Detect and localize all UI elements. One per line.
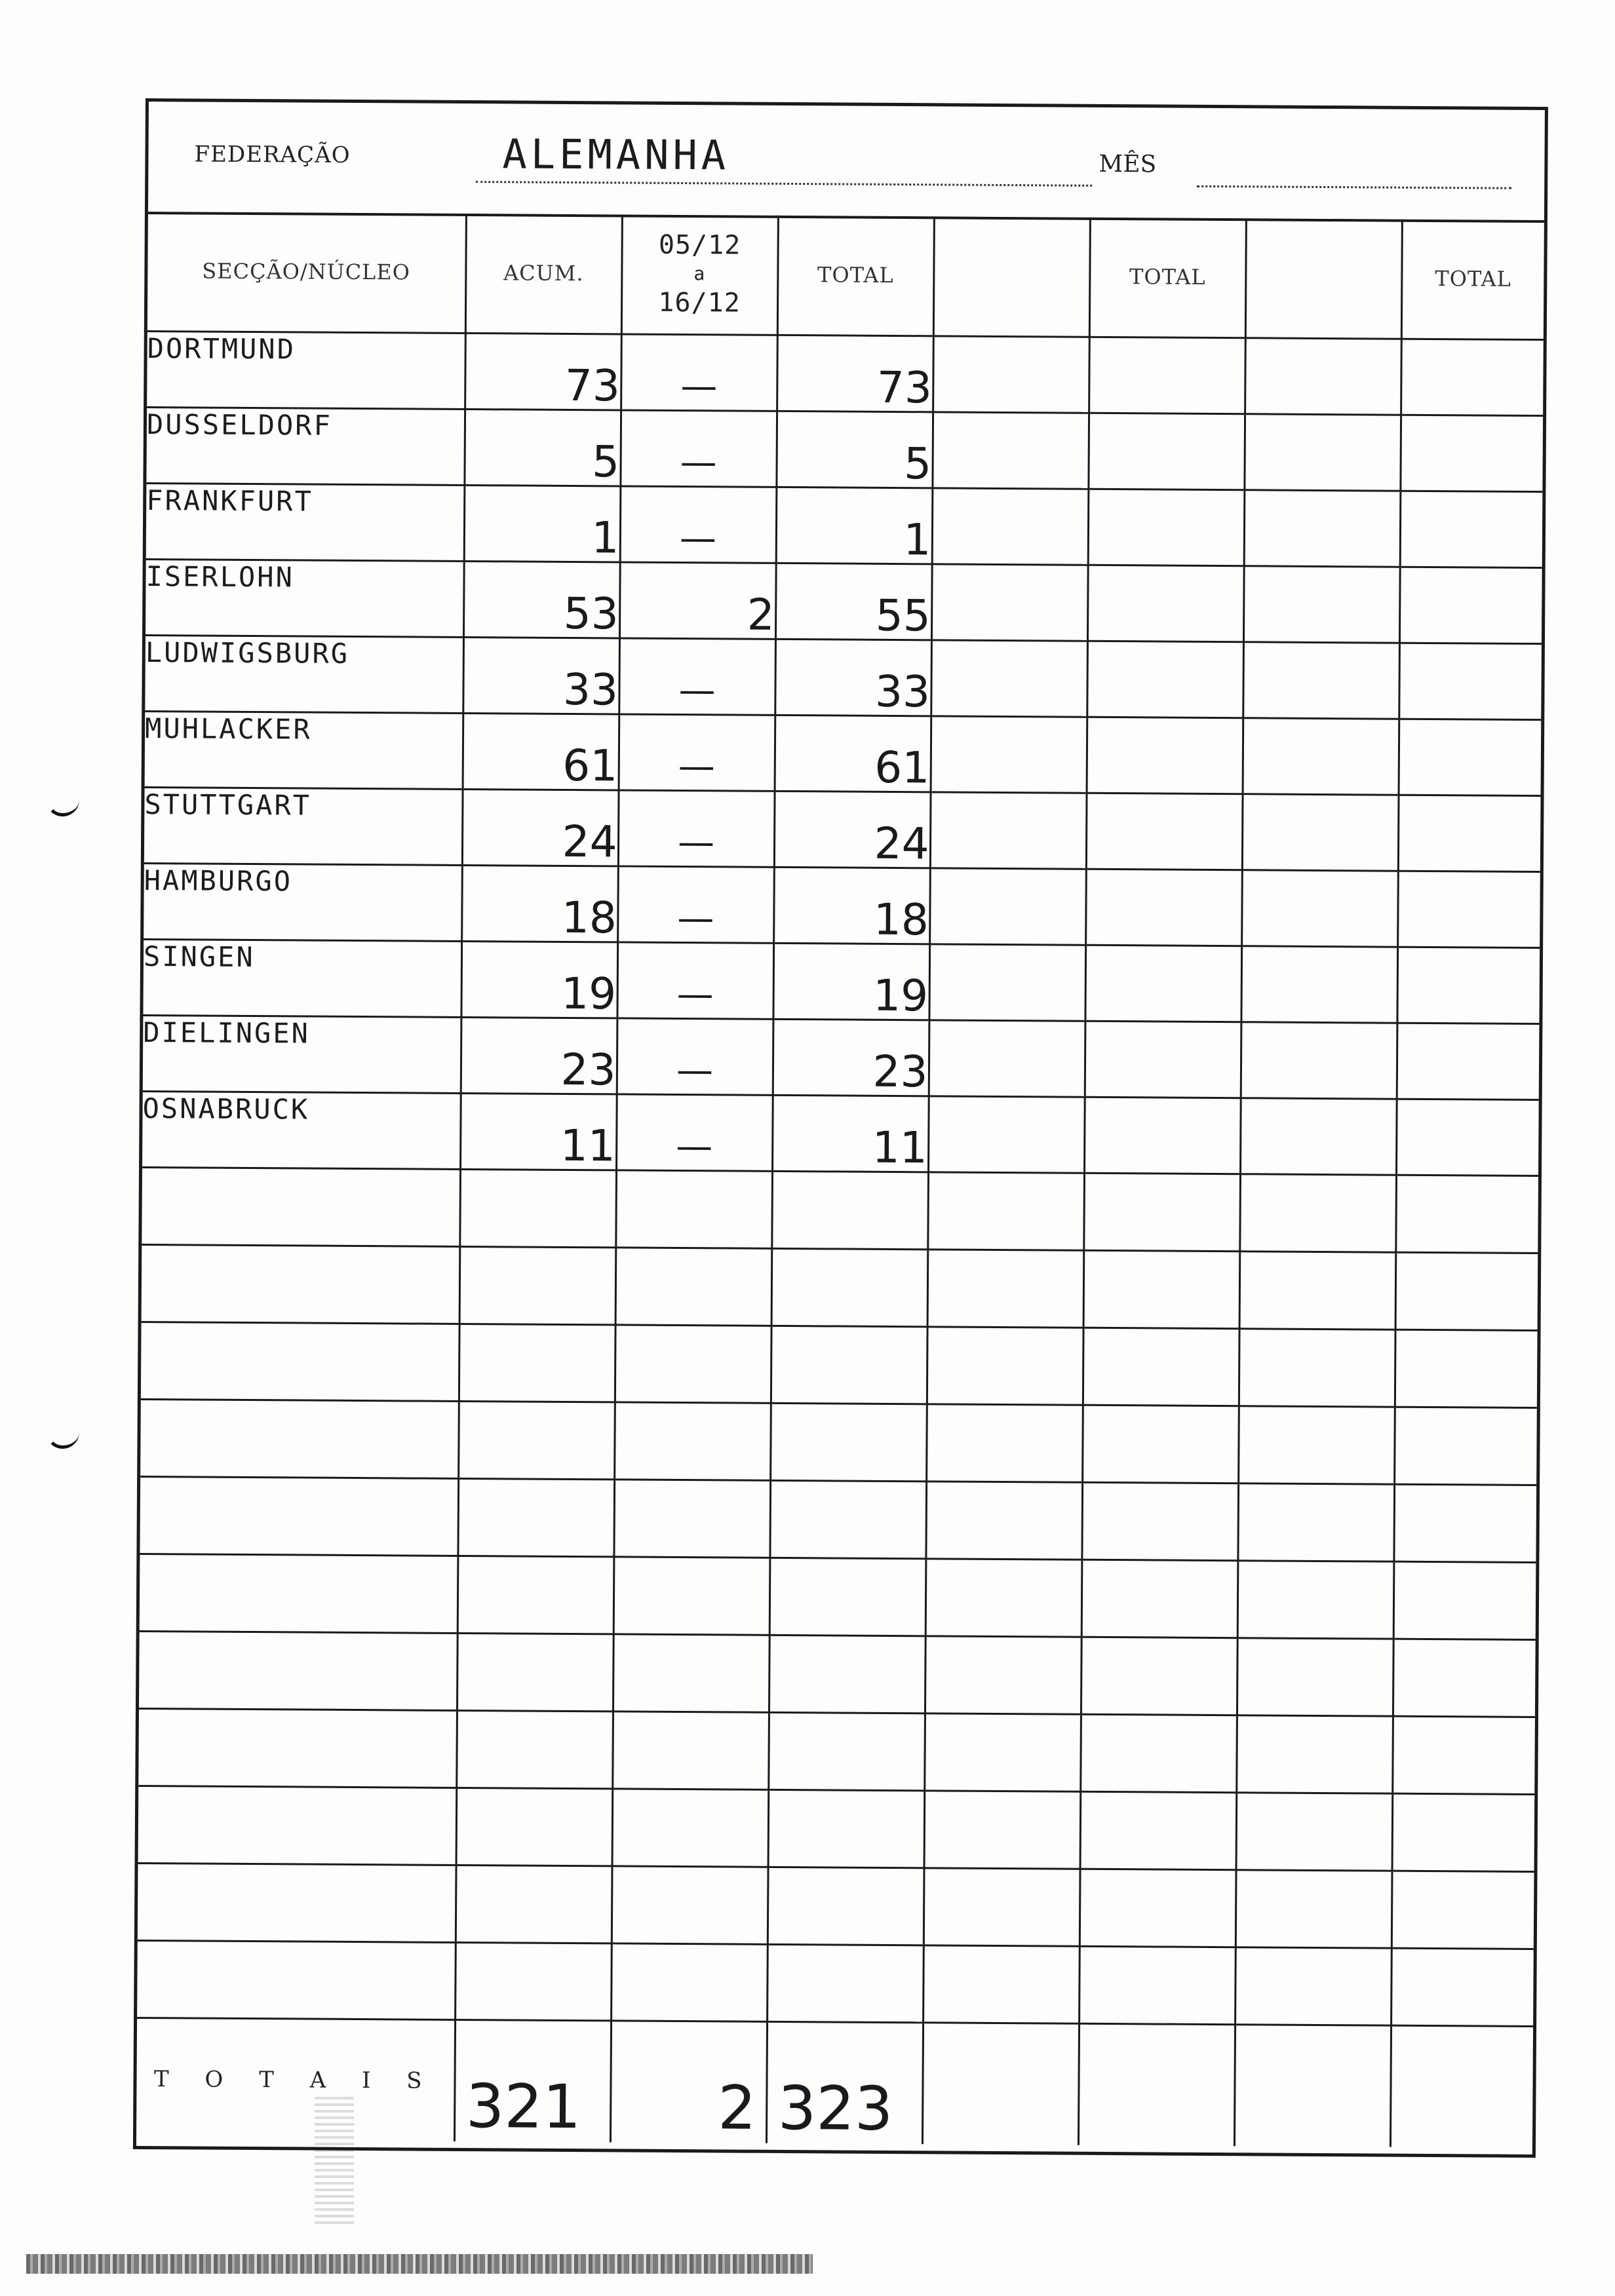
empty-cell	[771, 1171, 928, 1249]
row-period: —	[619, 714, 775, 790]
row-period: —	[617, 1018, 773, 1094]
empty-cell	[1085, 869, 1242, 946]
row-name: HAMBURGO	[144, 863, 462, 941]
empty-row	[140, 1399, 1537, 1485]
empty-cell	[1390, 2025, 1533, 2148]
empty-cell	[1083, 1328, 1239, 1406]
empty-cell	[1083, 1173, 1240, 1251]
row-period: —	[617, 942, 773, 1018]
empty-cell	[929, 868, 1086, 944]
period-end: 16/12	[658, 288, 741, 318]
empty-cell	[768, 1712, 925, 1790]
empty-row	[138, 1863, 1534, 1949]
empty-cell	[456, 1710, 613, 1788]
empty-cell	[929, 1020, 1085, 1096]
row-acum: 73	[465, 333, 621, 410]
empty-cell	[924, 1713, 1081, 1791]
empty-cell	[142, 1244, 460, 1324]
empty-cell	[927, 1172, 1084, 1250]
report-table	[136, 212, 1544, 2148]
empty-cell	[1085, 945, 1241, 1022]
col-total-1: TOTAL	[777, 216, 934, 335]
punch-hole-mark-bottom	[46, 1415, 79, 1449]
table-row	[147, 331, 1544, 415]
empty-cell	[138, 1863, 456, 1942]
empty-cell	[923, 1945, 1080, 2023]
empty-cell	[611, 1943, 768, 2021]
empty-cell	[925, 1636, 1081, 1713]
empty-cell	[1241, 870, 1398, 946]
empty-cell	[459, 1324, 615, 1402]
empty-cell	[613, 1556, 770, 1634]
row-name: MUHLACKER	[145, 711, 463, 789]
empty-cell	[930, 792, 1087, 868]
mes-value-line	[1197, 185, 1511, 189]
empty-cell	[1237, 1483, 1394, 1561]
empty-cell	[457, 1556, 614, 1634]
row-period: —	[616, 1094, 773, 1170]
empty-cell	[1087, 641, 1243, 718]
empty-cell	[1241, 946, 1397, 1022]
totais-acum: 321	[454, 2019, 611, 2142]
empty-cell	[1237, 1560, 1394, 1638]
empty-cell	[1392, 1793, 1535, 1871]
empty-cell	[1234, 2024, 1391, 2147]
empty-cell	[458, 1401, 615, 1479]
empty-cell	[1085, 1021, 1241, 1098]
empty-cell	[1080, 1714, 1237, 1792]
row-acum: 53	[463, 561, 620, 638]
empty-cell	[1399, 643, 1542, 719]
col-total-3: TOTAL	[1401, 220, 1544, 339]
table-row	[146, 559, 1542, 643]
empty-cell	[925, 1558, 1082, 1636]
empty-cell	[1080, 1869, 1236, 1947]
row-period: —	[621, 334, 777, 410]
empty-cell	[1393, 1639, 1536, 1717]
empty-row	[142, 1244, 1538, 1330]
empty-cell	[1236, 1869, 1392, 1947]
empty-cell	[138, 1786, 457, 1865]
row-name: SINGEN	[143, 939, 461, 1017]
empty-cell	[612, 1711, 769, 1789]
empty-cell	[771, 1326, 927, 1404]
row-total: 23	[773, 1019, 929, 1096]
empty-cell	[1080, 1791, 1237, 1869]
empty-cell	[456, 1788, 613, 1866]
empty-cell	[931, 716, 1087, 792]
col-total-2: TOTAL	[1089, 218, 1246, 337]
empty-cell	[1239, 1328, 1395, 1406]
empty-cell	[767, 1944, 924, 2022]
empty-cell	[1241, 1022, 1397, 1098]
empty-cell	[1399, 567, 1542, 643]
empty-cell	[137, 1940, 456, 2019]
row-period: —	[619, 638, 775, 714]
form-header	[148, 102, 1545, 223]
row-name: ISERLOHN	[146, 559, 464, 637]
empty-cell	[614, 1402, 771, 1480]
empty-cell	[142, 1167, 460, 1246]
empty-cell	[928, 1096, 1085, 1172]
empty-cell	[613, 1479, 770, 1557]
empty-cell	[1245, 337, 1401, 414]
empty-cell	[615, 1324, 771, 1402]
row-total: 11	[772, 1095, 929, 1172]
empty-cell	[1082, 1405, 1239, 1483]
empty-cell	[1240, 1098, 1397, 1174]
empty-cell	[932, 488, 1089, 564]
empty-cell	[1400, 415, 1543, 491]
empty-row	[137, 1940, 1534, 2026]
empty-cell	[1239, 1251, 1396, 1329]
row-period: —	[618, 790, 775, 866]
empty-cell	[613, 1634, 769, 1712]
totais-label: T O T A I S	[136, 2018, 455, 2141]
table-row	[146, 483, 1543, 567]
row-total: 33	[775, 639, 931, 716]
row-name: DORTMUND	[147, 331, 465, 409]
empty-row	[138, 1786, 1535, 1871]
totals-row	[136, 2018, 1533, 2148]
empty-cell	[1239, 1174, 1396, 1252]
empty-cell	[927, 1326, 1083, 1404]
empty-cell	[140, 1399, 459, 1478]
row-acum: 24	[462, 789, 619, 866]
column-header-row	[147, 212, 1544, 339]
row-total: 61	[775, 715, 931, 792]
row-period: —	[620, 410, 777, 486]
empty-cell	[1081, 1637, 1237, 1715]
empty-cell	[455, 1942, 612, 2020]
empty-row	[140, 1554, 1536, 1639]
empty-cell	[1242, 794, 1399, 870]
empty-cell	[1236, 1715, 1393, 1793]
empty-cell	[1089, 337, 1245, 413]
row-total: 5	[776, 411, 933, 488]
empty-cell	[769, 1635, 925, 1713]
row-period: 2	[619, 562, 776, 638]
empty-cell	[1236, 1792, 1393, 1870]
empty-cell	[1081, 1559, 1238, 1637]
empty-cell	[1244, 489, 1401, 566]
row-total: 73	[777, 335, 933, 411]
row-name: OSNABRUCK	[142, 1091, 461, 1169]
federacao-label: FEDERAÇÃO	[194, 141, 351, 168]
empty-cell	[768, 1789, 925, 1867]
empty-cell	[457, 1478, 614, 1556]
empty-cell	[927, 1249, 1084, 1327]
empty-cell	[1088, 413, 1245, 489]
empty-cell	[931, 564, 1088, 640]
empty-cell	[924, 1867, 1080, 1945]
row-acum: 19	[461, 941, 617, 1018]
empty-cell	[612, 1866, 768, 1943]
empty-cell	[768, 1867, 924, 1945]
empty-cell	[929, 944, 1085, 1020]
row-period: —	[620, 486, 777, 562]
empty-cell	[459, 1246, 616, 1324]
empty-cell	[140, 1554, 458, 1633]
empty-cell	[1088, 489, 1245, 565]
empty-cell	[771, 1248, 928, 1326]
empty-cell	[1398, 795, 1541, 871]
row-acum: 61	[463, 713, 619, 790]
empty-cell	[1397, 947, 1540, 1024]
row-total: 19	[773, 943, 929, 1020]
empty-cell	[1243, 641, 1399, 718]
col-blank-2	[1245, 218, 1402, 338]
empty-cell	[1391, 1948, 1534, 2026]
row-acum: 18	[461, 865, 618, 942]
empty-cell	[925, 1481, 1082, 1559]
empty-cell	[1235, 1947, 1391, 2025]
table-row	[146, 407, 1543, 491]
empty-cell	[926, 1404, 1083, 1482]
empty-row	[142, 1167, 1538, 1253]
empty-cell	[1087, 565, 1244, 641]
empty-cell	[1244, 413, 1401, 490]
table-row	[144, 787, 1541, 871]
empty-row	[139, 1631, 1536, 1717]
empty-cell	[1395, 1330, 1538, 1407]
table-row	[142, 1091, 1539, 1176]
empty-cell	[769, 1480, 926, 1558]
empty-cell	[924, 1790, 1081, 1868]
punch-hole-mark-top	[46, 783, 79, 816]
empty-cell	[922, 2022, 1079, 2145]
empty-cell	[770, 1403, 927, 1481]
row-period: —	[617, 866, 774, 942]
empty-cell	[1086, 793, 1243, 870]
empty-cell	[932, 411, 1089, 488]
empty-row	[141, 1322, 1538, 1407]
row-name: LUDWIGSBURG	[145, 635, 463, 713]
empty-row	[138, 1708, 1535, 1794]
row-acum: 23	[461, 1017, 617, 1094]
empty-cell	[1395, 1252, 1538, 1330]
empty-cell	[1393, 1484, 1536, 1562]
empty-cell	[1400, 491, 1543, 567]
report-form	[133, 98, 1548, 2158]
row-acum: 1	[464, 485, 621, 562]
empty-cell	[1079, 1946, 1236, 2024]
empty-cell	[1243, 565, 1400, 642]
empty-cell	[1081, 1482, 1238, 1560]
table-row	[143, 939, 1540, 1024]
col-acum: ACUM.	[465, 214, 622, 334]
empty-cell	[1392, 1716, 1535, 1794]
empty-cell	[1394, 1407, 1537, 1485]
empty-cell	[1397, 1023, 1540, 1100]
empty-cell	[612, 1788, 769, 1866]
col-blank-1	[933, 216, 1090, 336]
empty-cell	[1391, 1871, 1534, 1949]
empty-cell	[1238, 1406, 1395, 1483]
row-total: 24	[774, 791, 931, 868]
row-name: FRANKFURT	[146, 483, 465, 561]
col-period	[621, 214, 778, 334]
row-total: 18	[773, 867, 930, 944]
period-start: 05/12	[658, 230, 741, 261]
row-total: 55	[775, 563, 932, 640]
empty-cell	[459, 1169, 616, 1247]
empty-cell	[1393, 1561, 1536, 1639]
row-name: DIELINGEN	[143, 1015, 461, 1093]
row-acum: 11	[460, 1093, 617, 1170]
empty-cell	[1397, 871, 1540, 947]
period-separator: a	[693, 263, 706, 285]
table-row	[144, 863, 1540, 947]
empty-cell	[1395, 1175, 1538, 1253]
empty-cell	[457, 1633, 613, 1711]
empty-cell	[1237, 1637, 1393, 1715]
row-name: STUTTGART	[144, 787, 463, 865]
federacao-value: ALEMANHA	[476, 130, 1092, 187]
table-row	[145, 635, 1542, 719]
empty-cell	[1078, 2023, 1235, 2146]
mes-label: MÊS	[1099, 150, 1157, 178]
empty-cell	[1399, 719, 1542, 795]
empty-cell	[1083, 1250, 1240, 1328]
empty-cell	[140, 1476, 458, 1556]
empty-cell	[931, 640, 1087, 716]
empty-cell	[615, 1170, 772, 1248]
table-row	[145, 711, 1542, 795]
empty-cell	[1087, 717, 1243, 794]
row-total: 1	[776, 487, 933, 564]
col-seccao-nucleo: SECÇÃO/NÚCLEO	[147, 212, 466, 333]
table-row	[143, 1015, 1540, 1100]
empty-cell	[933, 335, 1089, 412]
empty-cell	[1243, 718, 1399, 794]
row-name: DUSSELDORF	[146, 407, 465, 485]
empty-cell	[769, 1558, 926, 1636]
empty-cell	[615, 1247, 772, 1325]
totais-period: 2	[610, 2020, 767, 2143]
empty-row	[140, 1476, 1536, 1562]
empty-cell	[138, 1708, 457, 1788]
empty-cell	[456, 1865, 612, 1943]
empty-cell	[139, 1631, 457, 1710]
row-acum: 5	[464, 409, 621, 486]
row-acum: 33	[463, 637, 619, 714]
empty-cell	[1084, 1097, 1241, 1174]
totais-total: 323	[766, 2021, 923, 2144]
empty-cell	[1396, 1099, 1539, 1176]
empty-cell	[1401, 339, 1544, 415]
empty-cell	[141, 1322, 459, 1401]
scan-artifact	[26, 2254, 813, 2274]
